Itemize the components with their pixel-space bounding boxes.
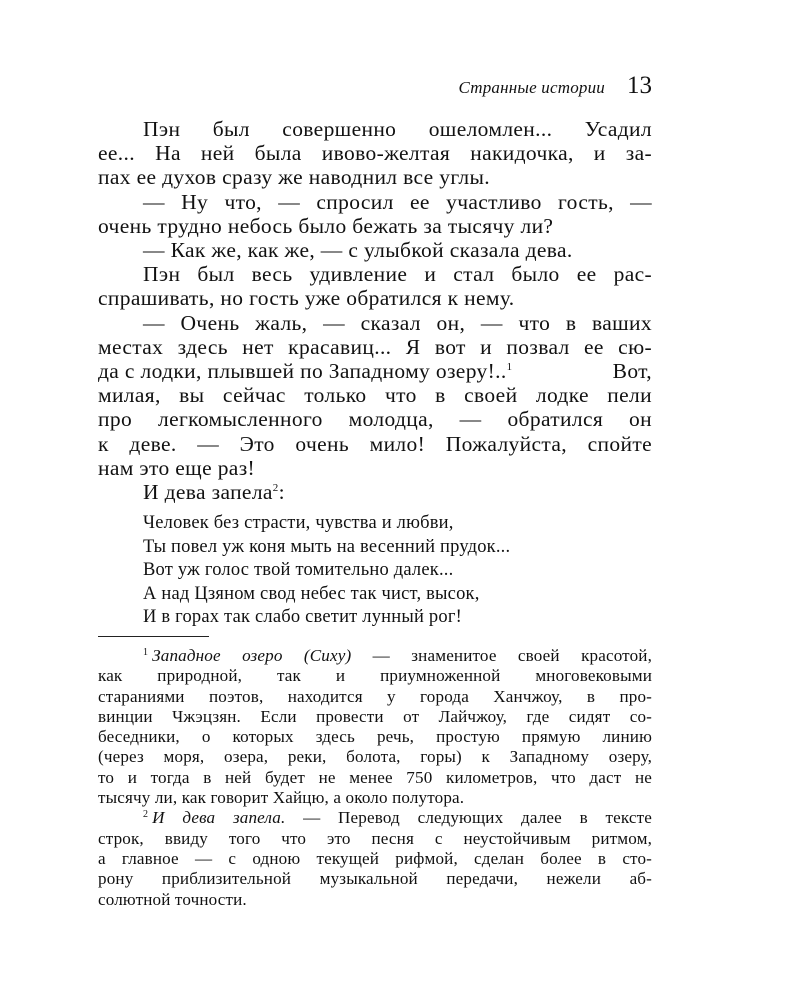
text-fragment: : bbox=[278, 480, 285, 505]
footnotes bbox=[98, 646, 652, 910]
text-line: очень трудно небось было бежать за тысячу ли? bbox=[98, 213, 554, 238]
main-text bbox=[98, 117, 652, 504]
text-line: — Как же, как же, — с улыбкой сказала дева. bbox=[143, 238, 573, 263]
text-line: местах здесь нет красавиц... Я вот и позвал ее сю- bbox=[98, 334, 652, 359]
footnote-line: тысячу ли, как говорит Хайцю, а около полутора. bbox=[98, 788, 465, 808]
footnote-line: (через моря, озера, реки, болота, горы) к Западному озеру, bbox=[98, 747, 652, 767]
poem bbox=[143, 512, 652, 630]
footnote-ref-1[interactable]: 1 bbox=[506, 361, 513, 374]
footnote-line: то и тогда в ней будет не менее 750 километров, что даст не bbox=[98, 767, 652, 787]
footnote-divider bbox=[98, 636, 209, 637]
running-head bbox=[98, 72, 652, 102]
text-line: — Очень жаль, — сказал он, — что в ваших bbox=[143, 310, 652, 335]
text-fragment: Вот, bbox=[612, 359, 652, 384]
text-fragment: — знаменитое своей красотой, bbox=[372, 646, 652, 665]
footnote-line: беседники, о которых здесь речь, простую прямую линию bbox=[98, 727, 652, 747]
text-line: про легкомысленного молодца, — обратился он bbox=[98, 407, 652, 432]
text-line: ее... На ней была ивово-желтая накидочка, и за- bbox=[98, 141, 652, 166]
footnote-2 bbox=[98, 808, 652, 909]
footnote-number: 2 bbox=[143, 809, 149, 821]
text-line: нам это еще раз! bbox=[98, 455, 256, 480]
footnote-1 bbox=[98, 646, 652, 808]
footnote-line bbox=[98, 646, 652, 666]
poem-line: Вот уж голос твой томительно далек... bbox=[143, 560, 454, 581]
running-title: Странные истории bbox=[458, 78, 605, 97]
footnote-ref-2[interactable]: 2 bbox=[272, 482, 279, 495]
poem-line: Человек без страсти, чувства и любви, bbox=[143, 513, 454, 533]
footnote-line: винции Чжэцзян. Если провести от Лайчжоу, где сидят со- bbox=[98, 706, 652, 726]
text-fragment: да с лодки, плывшей по Западному озеру!.. bbox=[98, 359, 507, 384]
text-line: — Ну что, — спросил ее участливо гость, — bbox=[143, 189, 652, 214]
text-line bbox=[98, 359, 652, 383]
footnote-line: как природной, так и приумноженной многовековыми bbox=[98, 666, 652, 686]
footnote-line: солютной точности. bbox=[98, 889, 247, 909]
footnote-term: И дева запела. bbox=[152, 808, 286, 828]
page-number: 13 bbox=[627, 72, 652, 99]
text-line bbox=[98, 480, 652, 504]
text-fragment: — Перевод следующих далее в тексте bbox=[303, 808, 652, 828]
footnote-line: рону приблизительной музыкальной передачи, нежели аб- bbox=[98, 869, 652, 889]
footnote-line: а главное — с одною текущей рифмой, сделан более в сто- bbox=[98, 848, 652, 868]
footnote-term: Западное озеро (Сиху) bbox=[152, 646, 352, 665]
footnote-number: 1 bbox=[143, 647, 149, 658]
text-fragment: И дева запела bbox=[143, 480, 273, 505]
poem-line: А над Цзяном свод небес так чист, высок, bbox=[143, 583, 480, 604]
text-line: пах ее духов сразу же наводнил все углы. bbox=[98, 165, 491, 190]
footnote-line bbox=[98, 808, 652, 828]
text-line: Пэн был совершенно ошеломлен... Усадил bbox=[143, 117, 652, 141]
text-line: к деве. — Это очень мило! Пожалуйста, спойте bbox=[98, 431, 652, 456]
text-line: Пэн был весь удивление и стал было ее рас- bbox=[143, 262, 652, 287]
text-line: милая, вы сейчас только что в своей лодке пели bbox=[98, 383, 652, 408]
poem-line: И в горах так слабо светит лунный рог! bbox=[143, 607, 462, 628]
text-line: спрашивать, но гость уже обратился к нему. bbox=[98, 286, 515, 311]
footnote-line: стараниями поэтов, находится у города Ханчжоу, в про- bbox=[98, 686, 652, 706]
poem-line: Ты повел уж коня мыть на весенний прудок... bbox=[143, 536, 511, 557]
footnote-line: строк, ввиду того что это песня с неустойчивым ритмом, bbox=[98, 828, 652, 848]
